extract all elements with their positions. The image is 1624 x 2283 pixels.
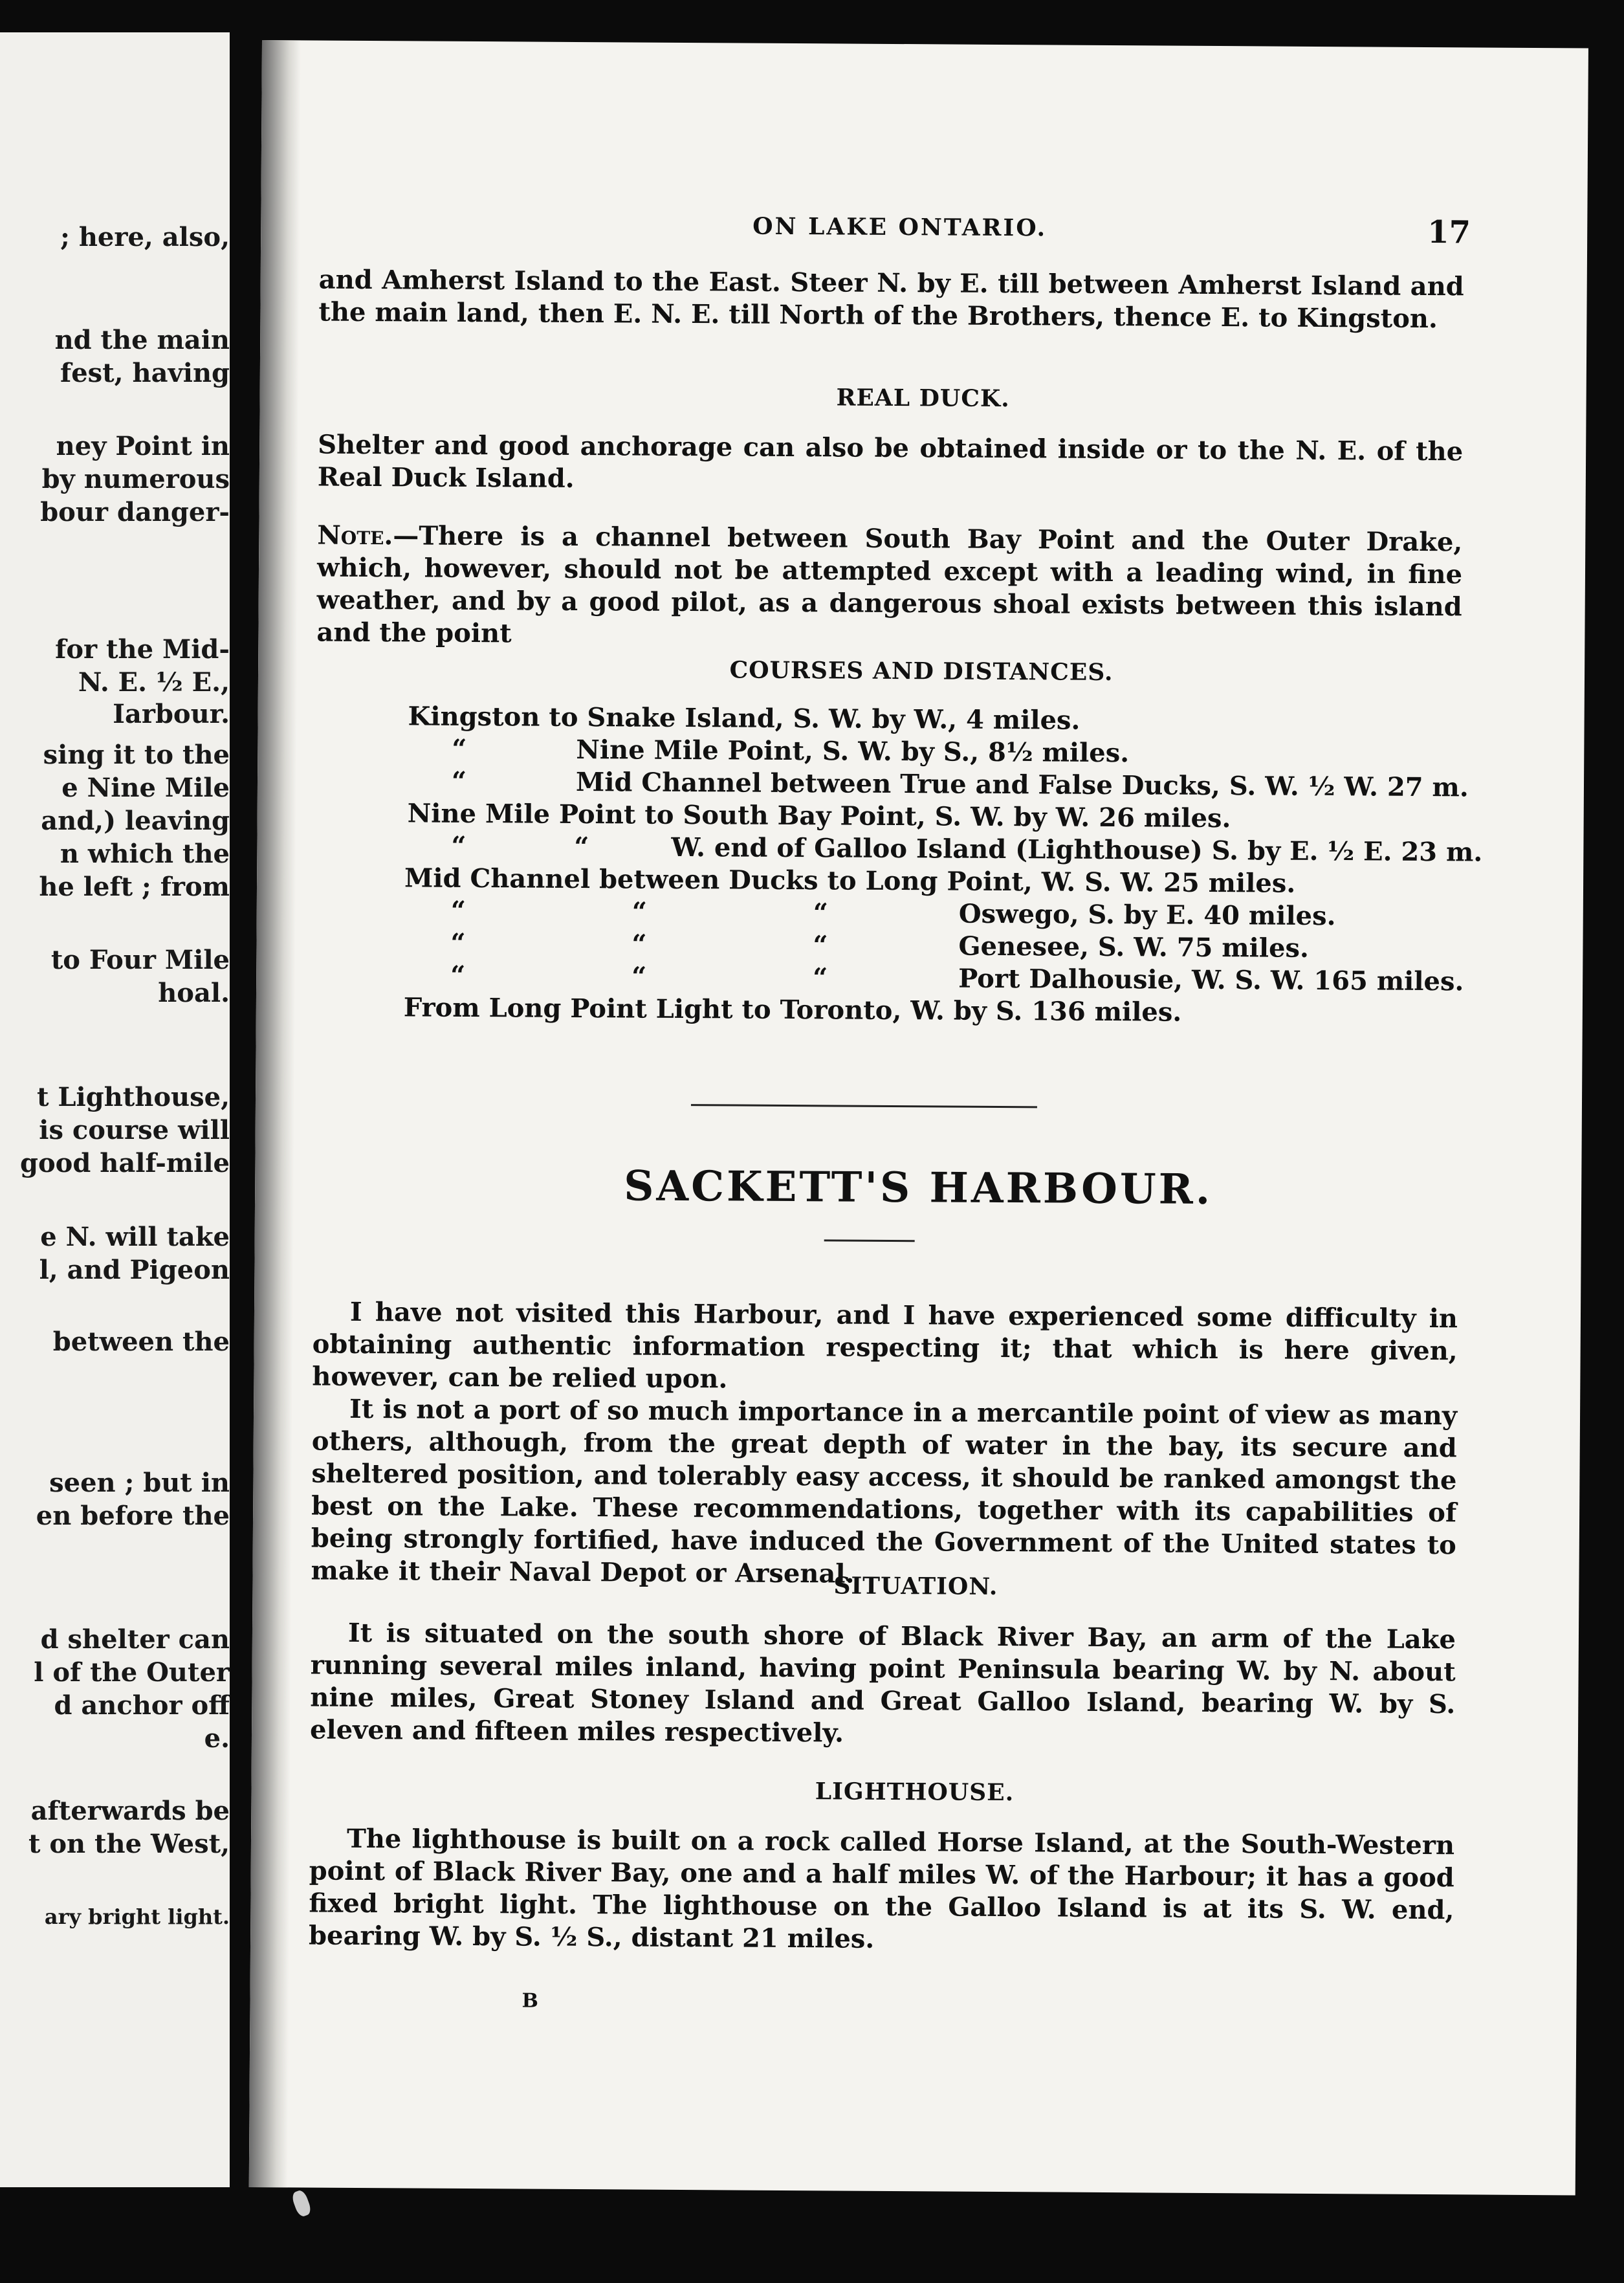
scan-artifact	[291, 2189, 313, 2218]
signature-mark: B	[521, 1989, 538, 2013]
ditto-mark: “	[450, 895, 466, 926]
prev-line: e Nine Mile	[61, 773, 230, 803]
ditto-mark: “	[574, 831, 589, 863]
book-page	[249, 40, 1588, 2195]
course-line: Genesee, S. W. 75 miles.	[958, 931, 1310, 964]
previous-page-fragment	[0, 32, 230, 2187]
page-number: 17	[1427, 214, 1471, 251]
note-paragraph	[316, 520, 1462, 656]
prev-line: good half-mile	[20, 1148, 230, 1178]
ditto-mark: “	[813, 962, 828, 993]
section-heading-courses: COURSES AND DISTANCES.	[729, 656, 1114, 687]
prev-line: ; here, also,	[60, 222, 230, 252]
course-line: Port Dalhousie, W. S. W. 165 miles.	[958, 963, 1464, 997]
prev-line: for the Mid-	[55, 634, 230, 665]
section-heading-situation: SITUATION.	[833, 1572, 998, 1600]
ditto-mark: “	[451, 830, 466, 861]
ditto-mark: “	[450, 960, 466, 991]
course-line: Nine Mile Point to South Bay Point, S. W. by W. 26 miles.	[407, 798, 1231, 834]
prev-line: fest, having	[60, 358, 230, 388]
course-line: W. end of Galloo Island (Lighthouse) S. by E. ½ E. 23 m.	[671, 832, 1483, 868]
ditto-mark: “	[450, 927, 466, 958]
prev-line: t Lighthouse,	[37, 1082, 230, 1112]
prev-line: t on the West,	[28, 1829, 230, 1859]
course-line: Kingston to Snake Island, S. W. by W., 4 miles.	[408, 701, 1081, 736]
prev-line: l, and Pigeon	[39, 1255, 230, 1285]
section-rule	[691, 1104, 1037, 1108]
body-paragraph: It is not a port of so much importance in a mercantile point of view as many others, although, from the great depth of water in the bay, its secure and sheltered position, and tolerably easy access, it should be ranked amongst the best on the Lake. These recommendations, together with its capabilities of being strongly fortified, have induced the Government of the United states to make it their Naval Depot or Arsenal.	[311, 1393, 1458, 1589]
lighthouse-paragraph: The lighthouse is built on a rock called Horse Island, at the South-Western point of Black River Bay, one and a half miles W. of the Harbour; it has a good fixed bright light. The lighthouse on the Galloo Island is at its S. W. end, bearing W. by S. ½ S., distant 21 miles.	[308, 1823, 1455, 1954]
section-heading-real-duck: REAL DUCK.	[836, 384, 1010, 413]
course-line: From Long Point Light to Toronto, W. by S. 136 miles.	[403, 992, 1182, 1028]
prev-line: afterwards be	[30, 1796, 230, 1826]
section-heading-lighthouse: LIGHTHOUSE.	[815, 1778, 1015, 1807]
prev-line: en before the	[36, 1501, 230, 1531]
prev-line: he left ; from	[39, 872, 230, 902]
prev-line: hoal.	[158, 978, 230, 1008]
page-title: SACKETT'S HARBOUR.	[624, 1162, 1213, 1215]
course-line: Nine Mile Point, S. W. by S., 8½ miles.	[576, 734, 1130, 769]
prev-line: l of the Outer	[34, 1657, 230, 1688]
prev-line: d anchor off	[54, 1690, 230, 1721]
ditto-mark: “	[451, 766, 467, 797]
ditto-mark: “	[452, 733, 467, 764]
prev-line: seen ; but in	[49, 1468, 230, 1498]
running-header: ON LAKE ONTARIO.	[752, 212, 1048, 242]
body-paragraph: I have not visited this Harbour, and I have experienced some difficulty in obtaining authentic information respecting it; that which is here given, however, can be relied upon.	[312, 1296, 1458, 1395]
prev-line: by numerous	[41, 464, 230, 494]
prev-line: between the	[52, 1327, 230, 1357]
prev-line: e N. will take	[40, 1222, 230, 1252]
real-duck-paragraph: Shelter and good anchorage can also be obtained inside or to the N. E. of the Real Duck Island.	[317, 429, 1464, 494]
ditto-mark: “	[631, 961, 647, 992]
course-line: Oswego, S. by E. 40 miles.	[958, 898, 1336, 932]
note-text: —There is a channel between South Bay Point and the Outer Drake, which, however, should not be attempted except with a leading wind, in fine weather, and by a good pilot, as a dangerous shoal exists between this island and the point	[316, 520, 1463, 649]
prev-line: N. E. ½ E.,	[78, 667, 230, 698]
ditto-mark: “	[813, 898, 828, 929]
prev-line: sing it to the	[43, 740, 230, 770]
intro-paragraph: and Amherst Island to the East. Steer N. by E. till between Amherst Island and the main land, then E. N. E. till North of the Brothers, thence E. to Kingston.	[318, 264, 1464, 335]
prev-line: ney Point in	[56, 431, 230, 461]
prev-line: d shelter can	[40, 1624, 230, 1655]
prev-line: bour danger-	[40, 497, 230, 527]
prev-line: and,) leaving	[41, 806, 230, 836]
prev-line: n which the	[60, 839, 230, 869]
note-label: Note.	[317, 520, 393, 551]
ditto-mark: “	[631, 929, 647, 960]
ditto-mark: “	[813, 930, 828, 961]
situation-paragraph: It is situated on the south shore of Black River Bay, an arm of the Lake running several miles inland, having point Peninsula bearing W. by N. about nine miles, Great Stoney Island and Great Galloo Island, bearing W. by S. eleven and fifteen miles respectively.	[309, 1617, 1456, 1748]
prev-line: Iarbour.	[113, 699, 230, 729]
prev-line: nd the main	[54, 325, 230, 355]
ditto-mark: “	[631, 896, 647, 927]
prev-line: e.	[204, 1723, 230, 1754]
title-rule	[824, 1239, 915, 1242]
prev-line: is course will	[39, 1115, 230, 1145]
course-line: Mid Channel between Ducks to Long Point, W. S. W. 25 miles.	[404, 863, 1296, 899]
prev-line: ary bright light.	[44, 1904, 230, 1929]
course-line: Mid Channel between True and False Ducks, S. W. ½ W. 27 m.	[575, 766, 1469, 803]
prev-line: to Four Mile	[50, 945, 230, 975]
